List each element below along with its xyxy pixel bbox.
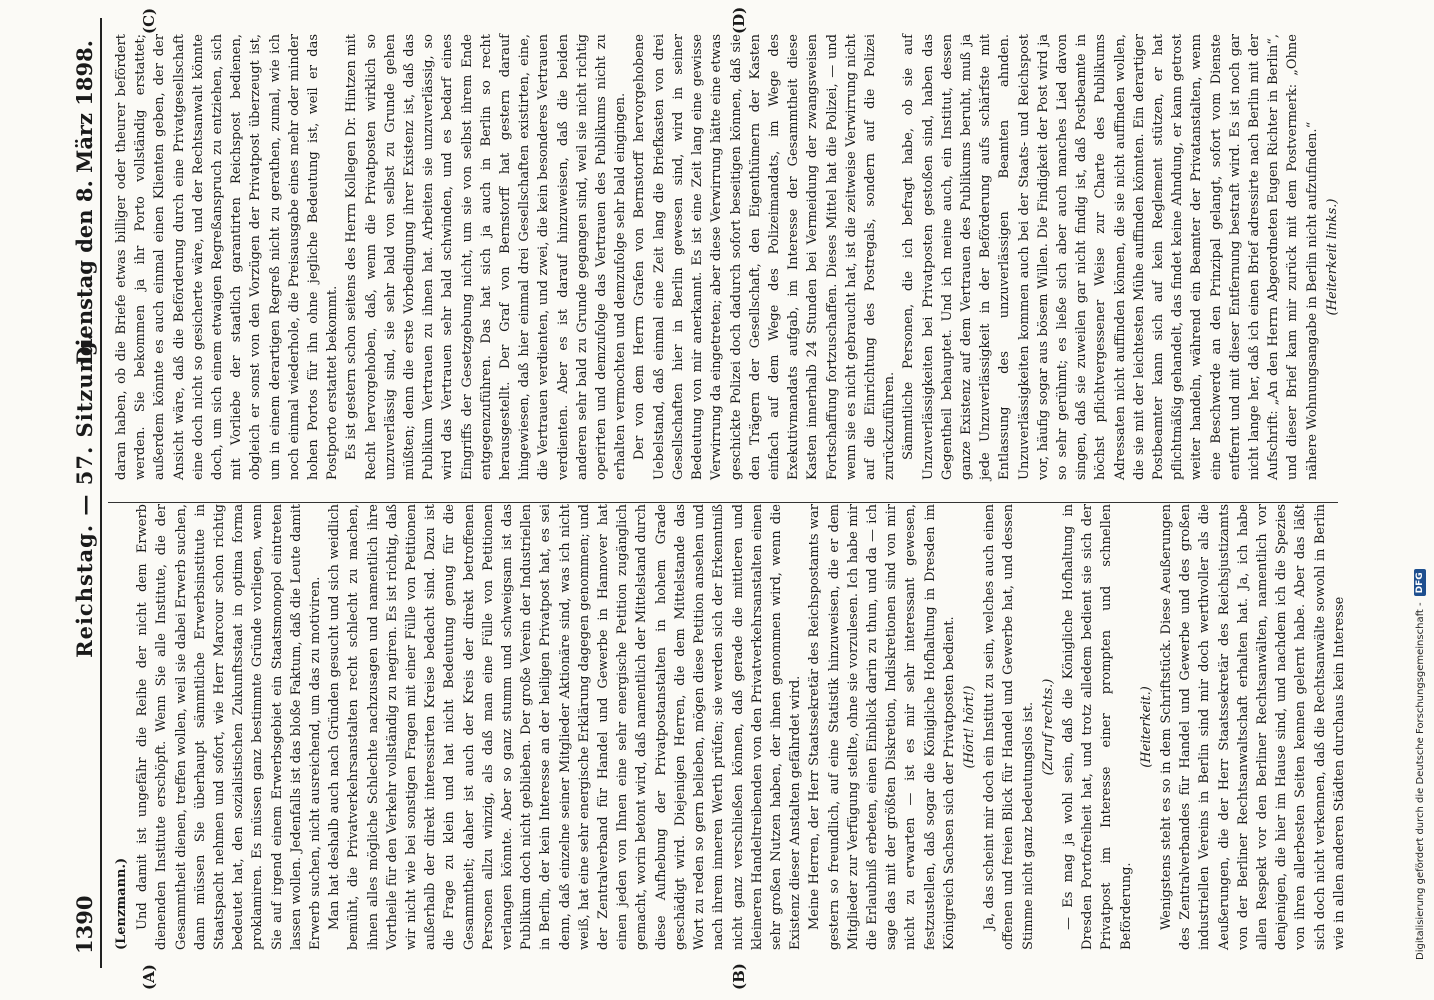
left-paragraph-1: Und damit ist ungefähr die Reihe der nicht dem Erwerb dienenden Institute erschöpft. Wenn Sie alle Institute, die der Gesammtheit dienen, treffen wollen, weil sie dabei Erwerb suchen, dann müssen Sie überhaupt sämmtliche Erwerbsinstitute in Staatspacht nehmen und sofort, wie Herr Marcour schon richtig bedeutet hat, den sozialistischen Zukunftsstaat in optima forma proklamiren. Es müssen ganz bestimmte Gründe vorliegen, wenn Sie auf irgend einem Erwerbsgebiet ein Staatsmonopol eintreten lassen wollen. Jedenfalls ist das bloße Faktum, daß die Leute damit Erwerb suchen, nicht ausreichend, um das zu motiviren. xyxy=(135,504,324,950)
page-number: 1390 xyxy=(72,895,97,954)
left-paragraph-2: Man hat deshalb auch nach Gründen gesucht und sich weidlich bemüht, die Privatverkehrsanstalten recht schlecht zu machen, ihnen alles mögliche Schlechte nachzusagen und namentlich ihre Vortheile für den Verkehr vollständig zu negiren. Es ist richtig, daß wir nicht wie bei sonstigen Fragen mit einer Fülle von Petitionen außerhalb der direkt interessirten Kreise bedacht sind. Dazu ist die Frage zu klein und hat nicht Bedeutung genug für die Gesammtheit; daher ist auch der Kreis der direkt betroffenen Personen allzu winzig, als daß man eine Fülle von Petitionen verlangen könnte. Aber so ganz stumm und schweigsam ist das Publikum doch nicht geblieben. Der große Verein der Industriellen in Berlin, der kein Interesse an der heiligen Privatpost hat, es sei denn, daß einzelne seiner Mitglieder Aktionäre sind, was ich nicht weiß, hat eine sehr energische Erklärung dagegen genommen; und der Zentralverband für Handel und Gewerbe in Hannover hat einen jeden von Ihnen eine sehr energische Petition zugänglich gemacht, worin betont wird, daß namentlich der Mittelstand durch diese Aufhebung der Privatpostanstalten in hohem Grade geschädigt wird. Diejenigen Herren, die dem Mittelstande das Wort zu reden so gern belieben, mögen diese Petition ansehen und nach ihrem inneren Werth prüfen; sie werden sich der Erkenntniß nicht ganz verschließen können, daß gerade die mittleren und kleineren Handeltreibenden von den Privatverkehrsanstalten einen sehr großen Nutzen haben, der ihnen genommen wird, wenn die Existenz dieser Anstalten gefährdet wird. xyxy=(327,504,804,950)
right-paragraph-4: Sämmtliche Personen, die ich befragt habe, ob sie auf Unzuverlässigkeiten bei Privatposten gestoßen sind, haben das Gegentheil behauptet. Und ich meine auch, ein Institut, dessen ganze Existenz auf dem Vertrauen des Publikums beruht, muß ja jede Unzuverlässigkeit in der Beförderung aufs schärfste mit Entlassung des unzuverlässigen Beamten ahnden. Unzuverlässigkeiten kommen auch bei der Staats- und Reichspost vor, häufig sogar aus bösem Willen. Die Findigkeit der Post wird ja so sehr gerühmt; es ließe sich aber auch manches Lied davon singen, daß sie zuweilen gar nicht findig ist, daß Postbeamte in höchst pflichtvergessener Weise zur Charte des Publikums Adressaten nicht auffinden können, die sie nicht auffinden wollen, die sie mit der leichtesten Mühe auffinden könnten. Ein derartiger Postbeamter kann sich auf kein Reglement stützen, er hat pflichtmäßig gehandelt, das findet keine Ahndung, er kann getrost weiter handeln, während ein Beamter der Privatanstalten, wenn eine Beschwerde an den Prinzipal gelangt, sofort vom Dienste entfernt und mit dieser Entfernung bestraft wird. Es ist noch gar nicht lange her, daß ich einen Brief adressirte nach Berlin mit der Aufschrift: „An den Herrn Abgeordneten Eugen Richter in Berlin“, und dieser Brief kam mir zurück mit dem Postvermerk: „Ohne nähere Wohnungsangabe in Berlin nicht aufzufinden.“ xyxy=(901,34,1320,480)
right-paragraph-2: Es ist gestern schon seitens des Herrn Kollegen Dr. Hintzen mit Recht hervorgehoben, daß, wenn die Privatposten wirklich so unzuverlässig sind, sie sehr bald von selbst zu Grunde gehen müßten; denn die erste Vorbedingung ihrer Existenz ist, daß das Publikum Vertrauen zu ihnen hat. Arbeiten sie unzuverlässig, so wird das Vertrauen sehr bald schwinden, und es bedarf eines Eingriffs der Gesetzgebung nicht, um sie von selbst ihrem Ende entgegenzuführen. Das hat sich ja auch in Berlin so recht herausgestellt. Der Graf von Bernstorff hat gestern darauf hingewiesen, daß hier einmal drei Gesellschaften existirten, eine, die Vertrauen verdienten, und zwei, die kein besonderes Vertrauen verdienten. Aber es ist darauf hinzuweisen, daß die beiden anderen sehr bald zu Grunde gegangen sind, weil sie nicht richtig operirten und demzufolge das Vertrauen des Publikums nicht zu erhalten vermochten und demzufolge sehr bald eingingen. xyxy=(344,34,629,480)
interjection-hort-hort: (Hört! hört!) xyxy=(961,685,977,769)
header-rule xyxy=(100,18,102,968)
left-paragraph-5: — Es mag ja wohl sein, daß die Königliche Hofhaltung in Dresden Portofreiheit hat, und trotz alledem bedient sie sich der Privatpost im Interesse einer prompten und schnellen Beförderung. xyxy=(1060,504,1134,950)
dfg-logo: DFG xyxy=(1414,569,1426,596)
interjection-heiterkeit-links: (Heiterkeit links.) xyxy=(1324,198,1340,316)
right-paragraph-3: Der von dem Herrn Grafen von Bernstorff hervorgehobene Uebelstand, daß einmal eine Zeit lang die Briefkasten von drei Gesellschaften hier in Berlin gewesen sind, wird in seiner Bedeutung von mir anerkannt. Es ist eine Zeit lang eine gewisse Verwirrung da eingetreten; aber diese Verwirrung hätte eine etwas geschickte Polizei doch dadurch sofort beseitigen können, daß sie den Trägern der Gesellschaft, den Eigenthümern der Kasten einfach auf dem Wege des Polizeimandats, im Wege des Exekutivmandats aufgab, im Interesse der Gesammtheit diese Kasten innerhalb 24 Stunden bei Vermeidung der zwangsweisen Fortschaffung fortzuschaffen. Dieses Mittel hat die Polizei, — und wenn sie es nicht gebraucht hat, ist die zeitweise Verwirrung nicht auf die Einrichtung des Postregals, sondern auf die Polizei zurückzuführen. xyxy=(632,34,898,480)
left-paragraph-4: Ja, das scheint mir doch ein Institut zu sein, welches auch einen offenen und freien Blick für Handel und Gewerbe hat, und dessen Stimme nicht ganz bedeutungslos ist. xyxy=(982,504,1036,950)
right-text-column xyxy=(112,34,1343,480)
digitization-credit xyxy=(1414,569,1426,960)
left-paragraph-6: Wenigstens steht es so in dem Schriftstück. Diese Aeußerungen des Zentralverbandes für Handel und Gewerbe und des großen industriellen Vereins in Berlin sind mir doch werthvoller als die Aeußerungen, die der Herr Staatssekretär des Reichsjustizamts von der Berliner Rechtsanwaltschaft erhalten hat. Ja, ich habe allen Respekt vor den Berliner Rechtsanwälten, namentlich vor denjenigen, die hier im Hause sind, und nachdem ich die Spezies von ihren allerbesten Seiten kennen gelernt habe. Aber das läßt sich doch nicht verkennen, daß die Rechtsanwälte sowohl in Berlin wie in allen anderen Städten durchaus kein Interesse xyxy=(1158,504,1347,950)
margin-letter-d: (D) xyxy=(730,6,748,34)
running-head xyxy=(68,30,102,960)
margin-letter-b: (B) xyxy=(730,963,748,990)
credit-text: Digitalisierung gefördert durch die Deutsche Forschungsgemeinschaft - xyxy=(1414,602,1426,960)
running-title: Reichstag. — 57. Sitzung. xyxy=(72,332,97,658)
interjection-heiterkeit: (Heiterkeit.) xyxy=(1138,686,1154,768)
interjection-zuruf-rechts: (Zuruf rechts.) xyxy=(1040,678,1056,776)
margin-letter-a: (A) xyxy=(140,964,158,990)
left-text-column xyxy=(112,504,1349,950)
margin-letter-c: (C) xyxy=(140,7,158,34)
speaker-name: (Lenzmann.) xyxy=(114,857,129,950)
left-paragraph-3: Meine Herren, der Herr Staatssekretär des Reichspostamts war gestern so freundlich, auf eine Statistik hinzuweisen, die er dem Mitglieder zur Verfügung stellte, ohne sie vorzulesen. Ich habe mir die Erlaubniß erbeten, einen Einblick darin zu thun, und da — ich sage das mit der größten Diskretion, Indiskretionen sind von mir nicht zu erwarten — ist es mir sehr interessant gewesen, festzustellen, daß sogar die Königliche Hofhaltung in Dresden im Königreich Sachsen sich der Privatposten bedient. xyxy=(807,504,957,950)
session-date: Dienstag den 8. März 1898. xyxy=(72,40,97,365)
column-divider xyxy=(108,502,1338,503)
right-paragraph-1: daran haben, ob die Briefe etwas billiger oder theurer befördert werden. Sie bekommen ja ihr Porto vollständig erstattet; außerdem könnte es auch einmal einen Klienten geben, der der Ansicht wäre, daß die Beförderung durch eine Privatgesellschaft eine doch nicht so gesicherte wäre, und der Rechtsanwalt könnte doch, um sich einem etwaigen Regreßanspruch zu entziehen, sich mit Vorliebe der staatlich garantirten Reichspost bedienen, obgleich er sonst von den Vorzügen der Privatpost überzeugt ist, um in einem derartigen Regreß nicht zu gerathen, zumal, wie ich noch einmal wiederhole, die Preisausgabe eines mehr oder minder hohen Portos für ihn ohne jegliche Bedeutung ist, weil er das Postporto erstattet bekommt. xyxy=(114,34,341,480)
